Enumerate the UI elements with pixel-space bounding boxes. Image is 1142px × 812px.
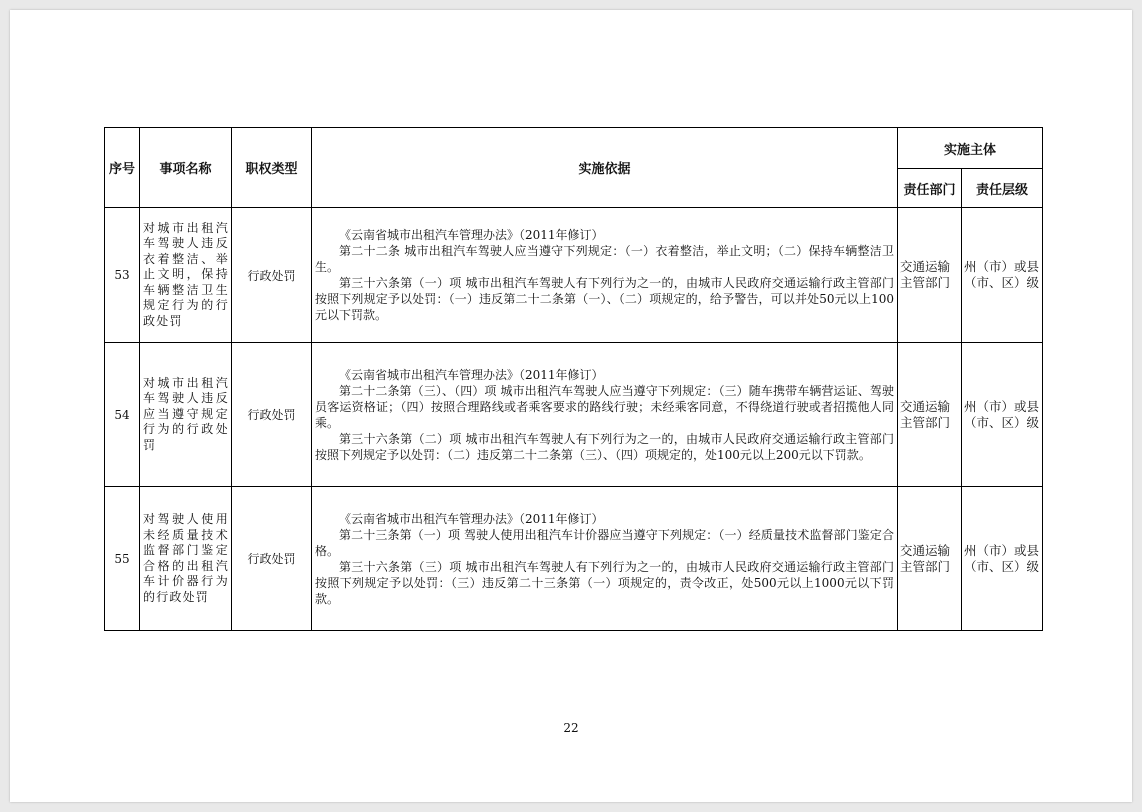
row-seq: 54 [105, 343, 140, 487]
row-seq: 55 [105, 487, 140, 631]
header-subject: 实施主体 [898, 128, 1043, 169]
header-power-type: 职权类型 [232, 128, 312, 208]
item-name-text: 对驾驶人使用未经质量技术监督部门鉴定合格的出租汽车计价器行为的行政处罚 [143, 512, 229, 604]
row-power-type: 行政处罚 [232, 487, 312, 631]
row-dept: 交通运输主管部门 [898, 343, 962, 487]
basis-paragraph: 《云南省城市出租汽车管理办法》（2011年修订） [339, 228, 604, 242]
row-basis [312, 487, 898, 631]
table-row [105, 487, 1043, 631]
row-item-name [140, 208, 232, 343]
basis-paragraph: 《云南省城市出租汽车管理办法》（2011年修订） [339, 511, 604, 526]
basis-paragraph: 第二十三条第（一）项 驾驶人使用出租汽车计价器应当遵守下列规定：（一）经质量技术监督部门鉴定合格。 [315, 527, 894, 558]
row-seq: 53 [105, 208, 140, 343]
row-level: 州（市）或县（市、区）级 [962, 343, 1043, 487]
basis-paragraph: 《云南省城市出租汽车管理办法》（2011年修订） [339, 367, 604, 382]
enforcement-table [104, 127, 1043, 631]
basis-paragraph: 第二十二条 城市出租汽车驾驶人应当遵守下列规定：（一）衣着整洁，举止文明；（二）保持车辆整洁卫生。 [315, 244, 894, 274]
row-item-name [140, 343, 232, 487]
basis-paragraph: 第二十二条第（三）、（四）项 城市出租汽车驾驶人应当遵守下列规定：（三）随车携带车辆营运证、驾驶员客运资格证；（四）按照合理路线或者乘客要求的路线行驶；未经乘客同意，不得绕道行驶或者招揽他人同乘。 [315, 383, 894, 430]
row-power-type: 行政处罚 [232, 343, 312, 487]
basis-paragraph: 第三十六条第（一）项 城市出租汽车驾驶人有下列行为之一的，由城市人民政府交通运输行政主管部门按照下列规定予以处罚：（一）违反第二十二条第（一）、（二）项规定的，给予警告，可以并处50元以上100元以下罚款。 [315, 276, 894, 322]
document-page [10, 10, 1132, 802]
header-basis: 实施依据 [312, 128, 898, 208]
table-row [105, 208, 1043, 343]
header-row [105, 128, 1043, 169]
row-item-name [140, 487, 232, 631]
row-basis [312, 208, 898, 343]
item-name-text: 对城市出租汽车驾驶人违反衣着整洁、举止文明，保持车辆整洁卫生规定行为的行政处罚 [143, 220, 229, 328]
row-power-type: 行政处罚 [232, 208, 312, 343]
row-level: 州（市）或县（市、区）级 [962, 208, 1043, 343]
row-basis [312, 343, 898, 487]
row-level: 州（市）或县（市、区）级 [962, 487, 1043, 631]
page-number: 22 [563, 721, 579, 735]
basis-paragraph: 第三十六条第（二）项 城市出租汽车驾驶人有下列行为之一的，由城市人民政府交通运输行政主管部门按照下列规定予以处罚：（二）违反第二十二条第（三）、（四）项规定的，处100元以上200元以下罚款。 [315, 431, 894, 462]
basis-paragraph: 第三十六条第（三）项 城市出租汽车驾驶人有下列行为之一的，由城市人民政府交通运输行政主管部门按照下列规定予以处罚：（三）违反第二十三条第（一）项规定的，责令改正，处500元以上1000元以下罚款。 [315, 559, 894, 606]
header-dept: 责任部门 [898, 169, 962, 208]
header-seq: 序号 [105, 128, 140, 208]
header-level: 责任层级 [962, 169, 1043, 208]
row-dept: 交通运输主管部门 [898, 487, 962, 631]
row-dept: 交通运输主管部门 [898, 208, 962, 343]
header-item-name: 事项名称 [140, 128, 232, 208]
table-row [105, 343, 1043, 487]
item-name-text: 对城市出租汽车驾驶人违反应当遵守规定行为的行政处罚 [143, 375, 229, 452]
